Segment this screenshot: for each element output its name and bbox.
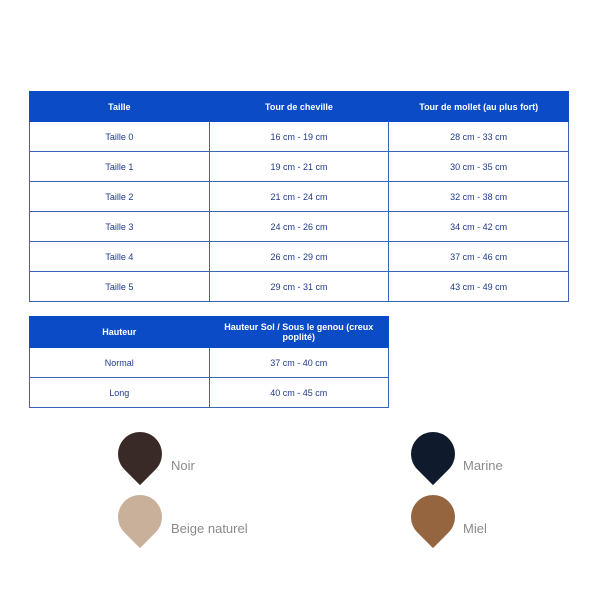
size-cell-mollet: 32 cm - 38 cm <box>389 182 569 212</box>
size-cell-taille: Taille 5 <box>30 272 210 302</box>
height-cell-sol: 37 cm - 40 cm <box>209 348 389 378</box>
size-cell-cheville: 29 cm - 31 cm <box>209 272 389 302</box>
table-row <box>30 242 569 272</box>
height-table <box>29 316 389 408</box>
color-swatch-noir[interactable] <box>109 423 171 485</box>
table-row <box>30 348 389 378</box>
size-cell-cheville: 24 cm - 26 cm <box>209 212 389 242</box>
size-cell-taille: Taille 3 <box>30 212 210 242</box>
table-row <box>30 182 569 212</box>
color-swatch-miel[interactable] <box>402 486 464 548</box>
size-cell-mollet: 28 cm - 33 cm <box>389 122 569 152</box>
height-cell-hauteur: Normal <box>30 348 210 378</box>
size-cell-mollet: 34 cm - 42 cm <box>389 212 569 242</box>
table-row <box>30 272 569 302</box>
table-row <box>30 378 389 408</box>
table-row <box>30 212 569 242</box>
height-cell-hauteur: Long <box>30 378 210 408</box>
height-table-header-row <box>30 317 389 348</box>
size-header-cheville: Tour de cheville <box>209 92 389 122</box>
height-header-sol: Hauteur Sol / Sous le genou (creux poplité) <box>209 317 389 348</box>
size-cell-cheville: 19 cm - 21 cm <box>209 152 389 182</box>
size-cell-taille: Taille 4 <box>30 242 210 272</box>
height-header-hauteur: Hauteur <box>30 317 210 348</box>
height-cell-sol: 40 cm - 45 cm <box>209 378 389 408</box>
size-cell-cheville: 21 cm - 24 cm <box>209 182 389 212</box>
size-cell-cheville: 16 cm - 19 cm <box>209 122 389 152</box>
size-cell-taille: Taille 1 <box>30 152 210 182</box>
color-swatch-marine[interactable] <box>402 423 464 485</box>
color-label-beige-naturel: Beige naturel <box>171 521 248 536</box>
size-cell-mollet: 43 cm - 49 cm <box>389 272 569 302</box>
table-row <box>30 122 569 152</box>
size-cell-taille: Taille 0 <box>30 122 210 152</box>
size-header-taille: Taille <box>30 92 210 122</box>
color-label-marine: Marine <box>463 458 503 473</box>
color-label-miel: Miel <box>463 521 487 536</box>
size-cell-mollet: 37 cm - 46 cm <box>389 242 569 272</box>
size-cell-taille: Taille 2 <box>30 182 210 212</box>
color-swatch-beige-naturel[interactable] <box>109 486 171 548</box>
table-row <box>30 152 569 182</box>
size-cell-mollet: 30 cm - 35 cm <box>389 152 569 182</box>
size-table <box>29 91 569 302</box>
size-table-header-row <box>30 92 569 122</box>
color-label-noir: Noir <box>171 458 195 473</box>
size-header-mollet: Tour de mollet (au plus fort) <box>389 92 569 122</box>
size-cell-cheville: 26 cm - 29 cm <box>209 242 389 272</box>
